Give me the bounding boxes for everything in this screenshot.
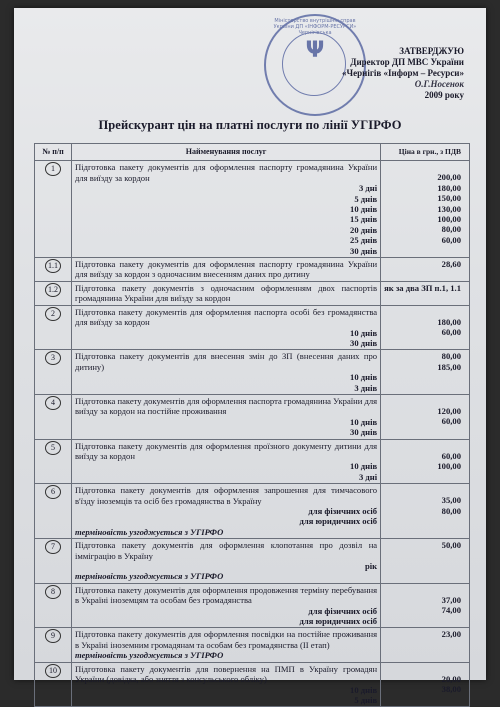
row-number-cell — [35, 305, 72, 350]
price-list-sheet — [14, 8, 486, 705]
price-cell — [381, 484, 470, 539]
option-label: рік — [364, 561, 378, 572]
option-price: 100,00 — [437, 214, 461, 225]
service-cell — [72, 350, 381, 395]
option-label: для фізичних осіб — [308, 506, 378, 516]
price-cell — [381, 439, 470, 484]
option-label: 10 днів — [350, 372, 378, 383]
price-spacer — [384, 441, 461, 451]
price-spacer — [384, 485, 461, 495]
option-label: 10 днів — [350, 461, 378, 472]
approval-signature: О.Г.Носенок — [414, 79, 464, 89]
row-number: 1.1 — [45, 259, 61, 273]
urgency-note: терміновість узгоджується з УГІРФО — [75, 571, 224, 582]
service-cell — [72, 439, 381, 484]
option-price: 80,00 — [441, 505, 461, 516]
service-description: Підготовка пакету документів для оформлення паспорта особі без громадянства для виїзду за кордон — [75, 306, 378, 328]
service-description: Підготовка пакету документів для оформлення клопотання про дозвіл на імміграцію в Україну — [75, 540, 378, 561]
row-number-cell — [35, 583, 72, 628]
service-description: Підготовка пакету документів для оформлення запрошення для тимчасового в'їзду іноземців та осіб без громадянства в Україну — [75, 485, 378, 506]
option-line — [75, 461, 377, 471]
option-label: для юридичних осіб — [299, 616, 378, 627]
option-label: для фізичних осіб — [308, 605, 378, 616]
table-row — [35, 628, 470, 662]
table-row — [35, 583, 470, 628]
price-spacer — [384, 396, 461, 406]
header-num: № п/п — [35, 144, 72, 161]
option-price: 80,00 — [441, 351, 461, 362]
price-cell — [381, 394, 470, 439]
option-line — [75, 225, 377, 235]
row-number: 2 — [45, 307, 61, 321]
row-number-cell — [35, 439, 72, 484]
table-row — [35, 161, 470, 258]
option-line — [75, 616, 377, 626]
option-price: 38,00 — [441, 684, 461, 695]
option-line — [75, 214, 377, 224]
service-description: Підготовка пакету документів для повернення на ПМП в Україну громадян України (довідка, або зняття з консульського обліку) — [75, 663, 378, 685]
document-title: Прейскурант цін на платні послуги по лінії УГІРФО — [98, 118, 402, 132]
option-label: 10 днів — [350, 327, 378, 338]
option-label: 3 дні — [358, 471, 378, 482]
option-line — [75, 338, 377, 348]
option-line — [75, 427, 377, 437]
option-line — [75, 685, 377, 695]
option-price: 150,00 — [437, 193, 461, 204]
row-number: 3 — [45, 351, 61, 365]
row-number-cell — [35, 394, 72, 439]
row-number: 10 — [45, 664, 61, 678]
row-number-cell — [35, 161, 72, 258]
option-price: 60,00 — [441, 327, 461, 338]
option-label: 5 днів — [354, 193, 378, 204]
option-line — [75, 235, 377, 245]
option-price: 130,00 — [437, 203, 461, 214]
option-label: 3 дні — [358, 183, 378, 194]
price-cell — [381, 539, 470, 584]
approval-date: 2009 року — [424, 90, 464, 100]
row-number: 5 — [45, 441, 61, 455]
approval-heading: ЗАТВЕРДЖУЮ — [399, 46, 464, 56]
price-spacer — [384, 307, 461, 317]
service-description: Підготовка пакету документів для оформлення продовження терміну перебування в Україні іноземцям та особам без громадянства — [75, 584, 378, 606]
option-line — [75, 417, 377, 427]
table-header-row — [35, 144, 470, 161]
row-number-cell — [35, 281, 72, 305]
row-number-cell — [35, 628, 72, 662]
approval-position: Директор ДП МВС України — [350, 57, 464, 67]
option-price: 60,00 — [441, 450, 461, 461]
service-cell — [72, 628, 381, 662]
option-line — [75, 328, 377, 338]
trident-icon: Ψ — [305, 38, 325, 63]
row-number: 9 — [45, 629, 61, 643]
option-line — [75, 472, 377, 482]
row-number-cell — [35, 662, 72, 707]
option-line — [75, 516, 377, 526]
option-price: 200,00 — [437, 172, 461, 183]
row-number: 6 — [45, 485, 61, 499]
option-line — [75, 183, 377, 193]
table-row — [35, 394, 470, 439]
option-label: 30 днів — [350, 427, 378, 438]
service-cell — [72, 484, 381, 539]
option-price: 35,00 — [441, 495, 461, 506]
row-price: як за два ЗП п.1, 1.1 — [384, 282, 461, 293]
row-number-cell — [35, 350, 72, 395]
option-line — [75, 372, 377, 382]
table-row — [35, 539, 470, 584]
option-line — [75, 561, 377, 571]
service-description: Підготовка пакету документів для оформлення паспорта громадянина України для виїзду за кордон на постійне проживання — [75, 395, 378, 417]
price-spacer — [384, 585, 461, 595]
option-label: 30 днів — [350, 245, 378, 256]
option-label: 10 днів — [350, 204, 378, 215]
service-cell — [72, 394, 381, 439]
approval-organization: «Чернігів «Інформ – Ресурси» — [342, 68, 464, 78]
option-label: 20 днів — [350, 224, 378, 235]
option-price: 50,00 — [441, 540, 461, 551]
service-description: Підготовка пакету документів з одночасним оформленням двох паспортів громадянина України для виїзду за кордон — [75, 282, 378, 304]
price-cell — [381, 258, 470, 282]
option-label: 30 днів — [350, 337, 378, 348]
option-price: 180,00 — [437, 316, 461, 327]
row-number-cell — [35, 258, 72, 282]
price-cell — [381, 281, 470, 305]
service-cell — [72, 583, 381, 628]
price-cell — [381, 161, 470, 258]
option-line — [75, 506, 377, 516]
service-cell — [72, 305, 381, 350]
row-number-cell — [35, 539, 72, 584]
table-row — [35, 258, 470, 282]
row-number-cell — [35, 484, 72, 539]
table-body — [35, 161, 470, 707]
row-price: 28,60 — [441, 259, 461, 270]
option-price: 20,00 — [441, 673, 461, 684]
header-name: Найменування послуг — [72, 144, 381, 161]
option-label: 10 днів — [350, 416, 378, 427]
option-price: 180,00 — [437, 182, 461, 193]
urgency-note: терміновість узгоджується з УГІРФО — [75, 526, 224, 537]
table-row — [35, 662, 470, 707]
row-number: 1.2 — [45, 283, 61, 297]
price-cell — [381, 305, 470, 350]
service-cell — [72, 539, 381, 584]
option-line — [75, 695, 377, 705]
price-spacer — [384, 664, 461, 674]
option-price: 120,00 — [437, 405, 461, 416]
table-row — [35, 439, 470, 484]
option-line — [75, 204, 377, 214]
option-line — [75, 246, 377, 256]
service-cell — [72, 281, 381, 305]
price-cell — [381, 583, 470, 628]
stamp-ring-text: Міністерство внутрішніх справ України ДП «ІНФОРМ-РЕСУРСИ» Чернігівська — [273, 18, 357, 36]
price-cell — [381, 350, 470, 395]
option-line — [75, 383, 377, 393]
price-spacer — [384, 162, 461, 172]
option-price: 60,00 — [441, 234, 461, 245]
service-description: Підготовка пакету документів для внесення змін до ЗП (внесення даних про дитину) — [75, 351, 378, 372]
option-label: 15 днів — [350, 214, 378, 225]
option-label: 3 днів — [354, 382, 378, 393]
option-label: 5 днів — [354, 694, 378, 705]
urgency-note: терміновість узгоджується з УГІРФО — [75, 650, 224, 661]
price-table — [34, 143, 470, 707]
approval-block — [304, 46, 464, 101]
table-row — [35, 350, 470, 395]
service-cell — [72, 258, 381, 282]
row-number: 4 — [45, 396, 61, 410]
option-label: для юридичних осіб — [299, 516, 378, 527]
table-row — [35, 484, 470, 539]
table-row — [35, 281, 470, 305]
option-line — [75, 194, 377, 204]
row-number: 7 — [45, 540, 61, 554]
option-price: 37,00 — [441, 594, 461, 605]
service-description: Підготовка пакету документів для оформлення паспорту громадянина України для виїзду за кордон — [75, 162, 378, 183]
option-price: 60,00 — [441, 416, 461, 427]
service-description: Підготовка пакету документів для оформлення паспорту громадянина України для виїзду за кордон з одночасним внесенням даних про дитину — [75, 259, 378, 280]
header-price: Ціна в грн., з ПДВ — [381, 144, 470, 161]
service-description: Підготовка пакету документів для оформлення проїзного документу дитини для виїзду за кордон — [75, 440, 378, 461]
row-number: 1 — [45, 162, 61, 176]
table-row — [35, 305, 470, 350]
row-number: 8 — [45, 585, 61, 599]
option-label: 10 днів — [350, 684, 378, 695]
option-price: 80,00 — [441, 224, 461, 235]
service-description: Підготовка пакету документів для оформлення посвідки на постійне проживання в Україні іноземним громадянам та особам без громадянства (II етап) — [75, 629, 378, 650]
option-label: 25 днів — [350, 235, 378, 246]
option-price: 74,00 — [441, 605, 461, 616]
price-cell — [381, 662, 470, 707]
price-cell — [381, 628, 470, 662]
option-price: 100,00 — [437, 460, 461, 471]
service-cell — [72, 662, 381, 707]
row-price: 23,00 — [441, 629, 461, 640]
option-line — [75, 606, 377, 616]
service-cell — [72, 161, 381, 258]
option-price: 185,00 — [437, 361, 461, 372]
